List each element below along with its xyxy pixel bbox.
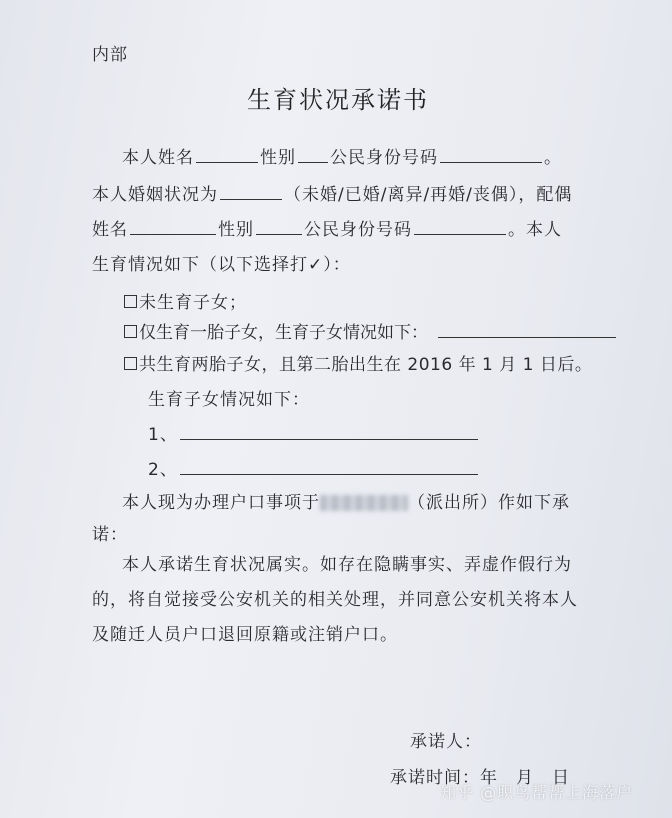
marital-options: （未婚/已婚/离异/再婚/丧偶），配偶 <box>284 185 573 205</box>
child-2-line <box>148 455 480 480</box>
option-no-children-label: 未生育子女； <box>139 293 247 313</box>
marital-label: 本人婚姻状况为 <box>92 185 218 205</box>
watermark: 知乎 @职鸟帮帮上海落户 <box>440 783 634 802</box>
birth-status-heading: 生育情况如下（以下选择打✓）： <box>92 255 351 275</box>
option-one-child-label: 仅生育一胎子女，生育子女情况如下： <box>139 323 428 343</box>
option-two-children[interactable] <box>124 350 592 375</box>
child-1-line <box>148 420 480 445</box>
child-2-blank[interactable] <box>180 473 478 475</box>
name-blank[interactable] <box>196 161 258 163</box>
spouse-gender-label: 性别 <box>218 220 254 240</box>
spouse-name-blank[interactable] <box>130 233 216 235</box>
id-label: 公民身份号码 <box>330 148 438 168</box>
option-no-children[interactable] <box>124 288 247 313</box>
one-child-blank[interactable] <box>438 336 616 338</box>
marital-status-line <box>92 180 572 205</box>
spouse-gender-blank[interactable] <box>256 233 302 235</box>
child-1-label: 1、 <box>148 425 178 445</box>
spouse-id-blank[interactable] <box>414 233 506 235</box>
child-2-label: 2、 <box>148 460 178 480</box>
personal-info-line <box>122 143 562 168</box>
pledge-paragraph-line-3: 及随迁人员户口退回原籍或注销户口。 <box>92 625 398 645</box>
pledge-intro-line <box>122 488 570 513</box>
id-blank[interactable] <box>440 161 542 163</box>
pledge-date-line: 承诺时间：年 月 日 <box>390 768 570 788</box>
spouse-id-label: 公民身份号码 <box>304 220 412 240</box>
children-info-heading: 生育子女情况如下： <box>148 390 310 410</box>
internal-label: 内部 <box>92 45 128 65</box>
option-two-children-label: 共生育两胎子女，且第二胎出生在 2016 年 1 月 1 日后。 <box>139 355 593 375</box>
gender-label: 性别 <box>260 148 296 168</box>
checkbox-one-child[interactable] <box>124 325 137 338</box>
option-one-child[interactable] <box>124 318 618 343</box>
spouse-info-line <box>92 215 562 240</box>
name-label: 本人姓名 <box>122 148 194 168</box>
checkbox-two-children[interactable] <box>124 357 137 370</box>
pledge-prefix: 本人现为办理户口事项于 <box>122 493 320 513</box>
signer-label: 承诺人： <box>410 732 482 752</box>
pledge-suffix: （派出所）作如下承 <box>408 493 570 513</box>
marital-blank[interactable] <box>220 198 282 200</box>
spouse-name-label: 姓名 <box>92 220 128 240</box>
pledge-paragraph-line-1: 本人承诺生育状况属实。如存在隐瞒事实、弄虚作假行为 <box>122 555 572 575</box>
pledge-intro-continuation: 诺： <box>92 525 128 545</box>
line3-end: 。本人 <box>508 220 562 240</box>
checkbox-no-children[interactable] <box>124 295 137 308</box>
pledge-paragraph-line-2: 的，将自觉接受公安机关的相关处理，并同意公安机关将本人 <box>92 590 578 610</box>
gender-blank[interactable] <box>298 161 328 163</box>
redacted-police-station <box>320 495 408 511</box>
child-1-blank[interactable] <box>180 438 478 440</box>
period: 。 <box>544 148 562 168</box>
document-title: 生育状况承诺书 <box>247 86 429 114</box>
